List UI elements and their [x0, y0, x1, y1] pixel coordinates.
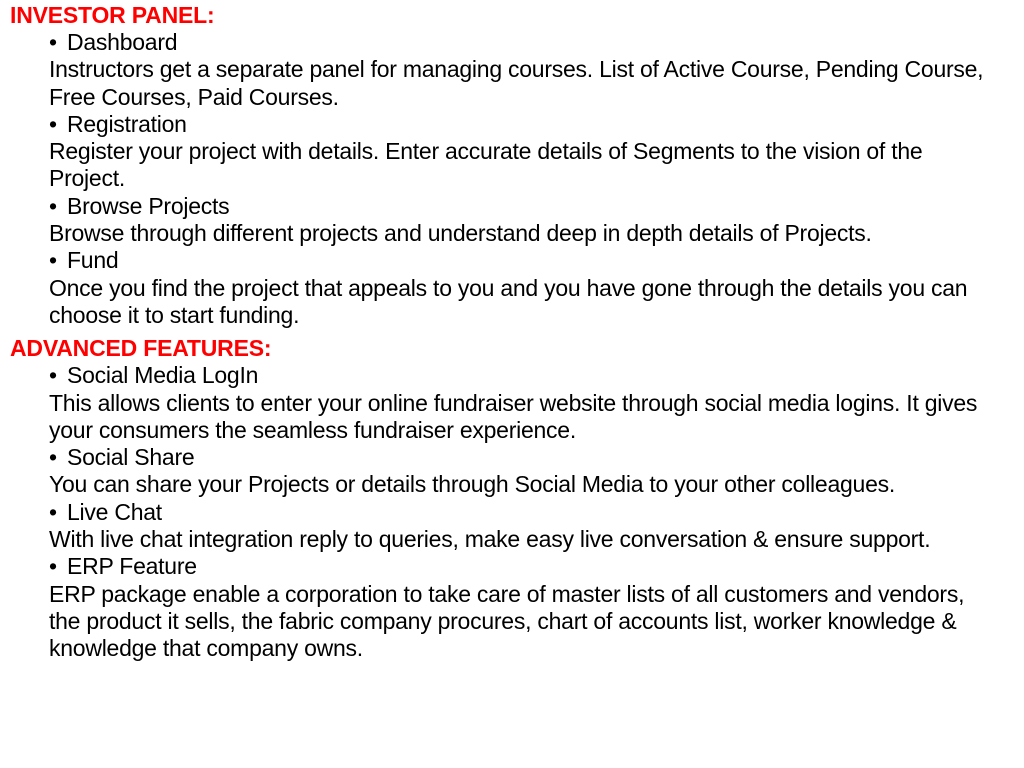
item-title: Live Chat — [67, 498, 162, 525]
item-description: This allows clients to enter your online fundraiser website through social media logins. It gives your consumers the seamless fundraiser experience. — [49, 389, 978, 443]
item-title: Dashboard — [67, 29, 178, 55]
list-item — [49, 553, 1024, 662]
bullet-icon: • — [49, 247, 57, 274]
list-item — [49, 362, 1024, 444]
section-advanced-features — [10, 335, 1024, 662]
bullet-icon: • — [49, 498, 57, 525]
feature-list — [10, 29, 1024, 329]
item-title: Social Share — [67, 444, 195, 471]
bullet-icon: • — [49, 444, 57, 471]
section-heading: INVESTOR PANEL: — [10, 2, 215, 28]
item-title: ERP Feature — [67, 553, 197, 580]
item-title: Browse Projects — [67, 192, 230, 219]
section-investor-panel — [10, 2, 1024, 329]
item-title: Registration — [67, 110, 187, 137]
item-description: With live chat integration reply to queries, make easy live conversation & ensure support. — [49, 526, 931, 553]
item-description: Once you find the project that appeals to you and you have gone through the details you can choose it to start funding. — [49, 274, 968, 328]
list-item — [49, 499, 1024, 554]
bullet-icon: • — [49, 29, 57, 55]
bullet-icon: • — [49, 553, 57, 580]
list-item — [49, 111, 1024, 193]
bullet-icon: • — [49, 110, 57, 137]
item-title: Social Media LogIn — [67, 362, 259, 389]
list-item — [49, 247, 1024, 329]
item-description: Browse through different projects and understand deep in depth details of Projects. — [49, 220, 872, 247]
feature-list — [10, 362, 1024, 662]
list-item — [49, 193, 1024, 248]
item-title: Fund — [67, 247, 119, 274]
list-item — [49, 444, 1024, 499]
item-description: ERP package enable a corporation to take care of master lists of all customers and vendors, the product it sells, the fabric company procures, chart of accounts list, worker knowledge & knowledge that company owns. — [49, 580, 965, 662]
item-description: You can share your Projects or details through Social Media to your other colleagues. — [49, 471, 896, 498]
bullet-icon: • — [49, 192, 57, 219]
bullet-icon: • — [49, 362, 57, 389]
item-description: Register your project with details. Enter accurate details of Segments to the vision of the Project. — [49, 138, 923, 192]
item-description: Instructors get a separate panel for managing courses. List of Active Course, Pending Course, Free Courses, Paid Courses. — [49, 56, 984, 110]
list-item — [49, 29, 1024, 111]
section-heading: ADVANCED FEATURES: — [10, 335, 272, 362]
